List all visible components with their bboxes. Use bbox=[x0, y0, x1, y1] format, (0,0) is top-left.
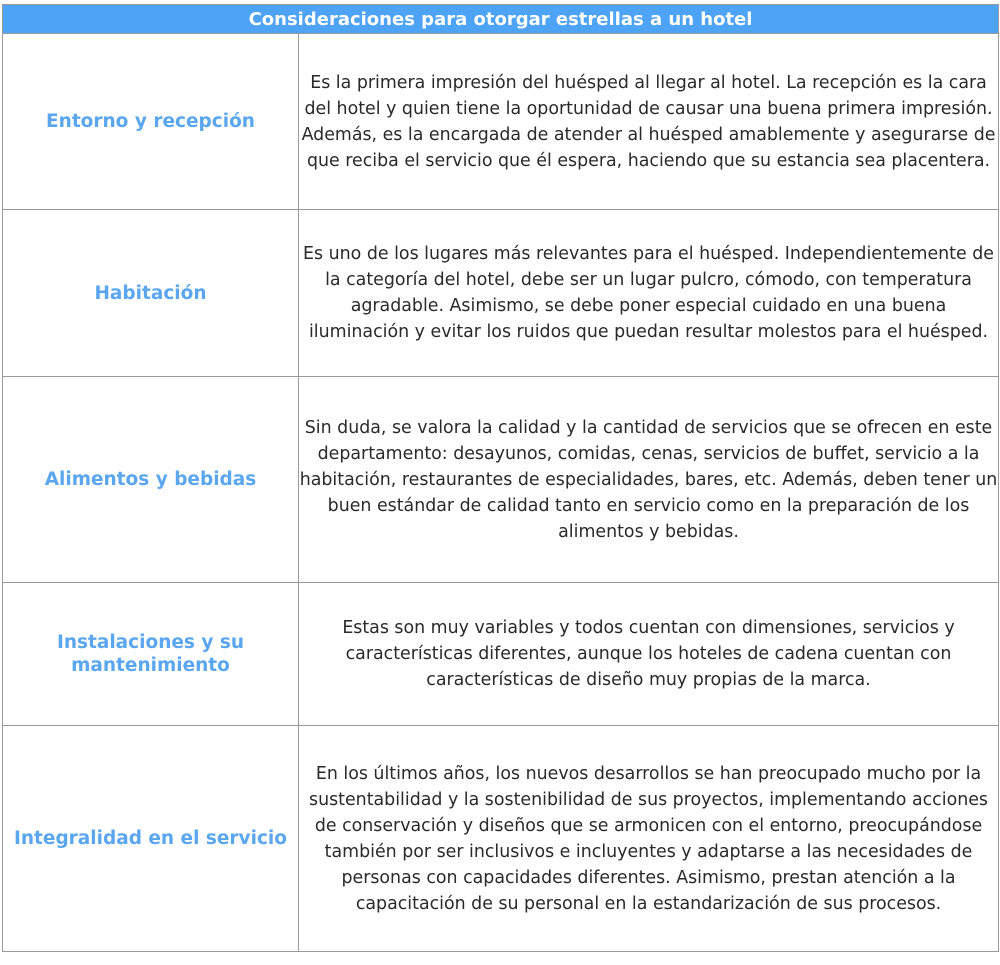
row-description: Estas son muy variables y todos cuentan con dimensiones, servicios y características diferentes, aunque los hoteles de cadena cuentan con características de diseño muy propias de la marca. bbox=[299, 583, 999, 726]
row-label: Integralidad en el servicio bbox=[3, 726, 299, 952]
table-row bbox=[3, 583, 999, 726]
row-label: Alimentos y bebidas bbox=[3, 377, 299, 583]
row-description: En los últimos años, los nuevos desarrollos se han preocupado mucho por la sustentabilidad y la sostenibilidad de sus proyectos, implementando acciones de conservación y diseños que se armonicen con el entorno, preocupándose también por ser inclusivos e incluyentes y adaptarse a las necesidades de personas con capacidades diferentes. Asimismo, prestan atención a la capacitación de su personal en la estandarización de sus procesos. bbox=[299, 726, 999, 952]
table-row bbox=[3, 726, 999, 952]
row-description: Es la primera impresión del huésped al llegar al hotel. La recepción es la cara del hotel y quien tiene la oportunidad de causar una buena primera impresión. Además, es la encargada de atender al huésped amablemente y asegurarse de que reciba el servicio que él espera, haciendo que su estancia sea placentera. bbox=[299, 34, 999, 210]
row-description: Sin duda, se valora la calidad y la cantidad de servicios que se ofrecen en este departamento: desayunos, comidas, cenas, servicios de buffet, servicio a la habitación, restaurantes de especialidades, bares, etc. Además, deben tener un buen estándar de calidad tanto en servicio como en la preparación de los alimentos y bebidas. bbox=[299, 377, 999, 583]
row-label: Entorno y recepción bbox=[3, 34, 299, 210]
row-label: Instalaciones y su mantenimiento bbox=[3, 583, 299, 726]
row-description: Es uno de los lugares más relevantes para el huésped. Independientemente de la categoría del hotel, debe ser un lugar pulcro, cómodo, con temperatura agradable. Asimismo, se debe poner especial cuidado en una buena iluminación y evitar los ruidos que puedan resultar molestos para el huésped. bbox=[299, 210, 999, 377]
table-row bbox=[3, 34, 999, 210]
table-title: Consideraciones para otorgar estrellas a un hotel bbox=[3, 5, 999, 34]
table-row bbox=[3, 377, 999, 583]
row-label: Habitación bbox=[3, 210, 299, 377]
table-header-row bbox=[3, 5, 999, 34]
table-row bbox=[3, 210, 999, 377]
hotel-stars-table bbox=[2, 4, 999, 952]
